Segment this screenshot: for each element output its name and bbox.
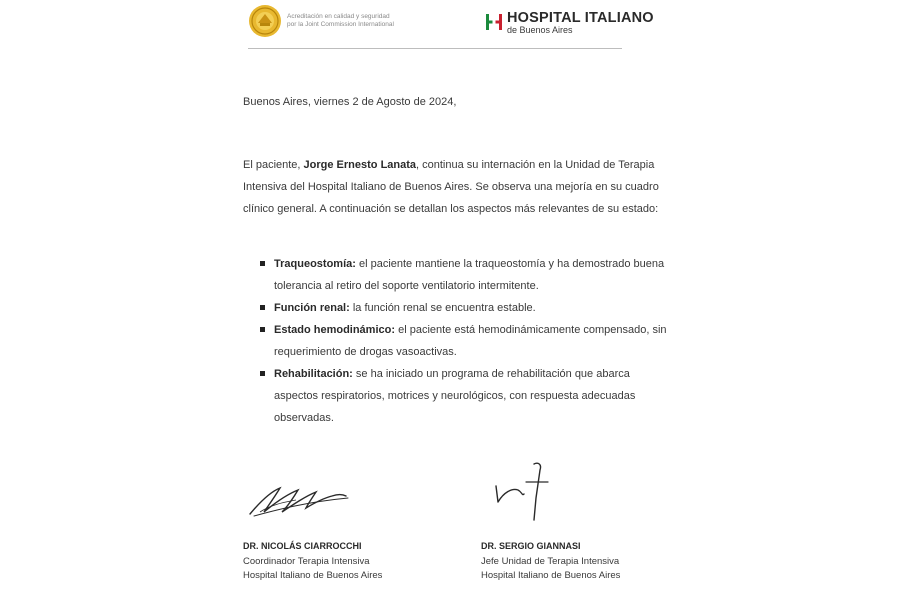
- list-item: Traqueostomía: el paciente mantiene la traqueostomía y ha demostrado buena tolerancia al retiro del soporte ventilatorio intermitente.: [260, 253, 670, 297]
- patient-name: Jorge Ernesto Lanata: [303, 159, 417, 171]
- hospital-name: HOSPITAL ITALIANO: [507, 10, 654, 26]
- signer-role: Jefe Unidad de Terapia Intensiva: [481, 556, 620, 567]
- signer-institution: Hospital Italiano de Buenos Aires: [243, 570, 383, 581]
- status-list: [260, 253, 670, 429]
- signer-name: DR. NICOLÁS CIARROCCHI: [243, 541, 362, 551]
- bullet-icon: [260, 327, 265, 332]
- signature-image: [246, 472, 352, 522]
- bullet-icon: [260, 261, 265, 266]
- bullet-icon: [260, 305, 265, 310]
- list-item: Estado hemodinámico: el paciente está hemodinámicamente compensado, sin requerimiento de drogas vasoactivas.: [260, 319, 670, 363]
- hospital-subtitle: de Buenos Aires: [507, 25, 573, 35]
- signer-institution: Hospital Italiano de Buenos Aires: [481, 570, 621, 581]
- signer-name: DR. SERGIO GIANNASI: [481, 541, 581, 551]
- bullet-icon: [260, 371, 265, 376]
- header-divider: [248, 48, 622, 49]
- hospital-cross-icon: [485, 12, 503, 32]
- signature-image: [488, 458, 558, 526]
- signer-role: Coordinador Terapia Intensiva: [243, 556, 370, 567]
- jci-seal-icon: [248, 4, 282, 38]
- list-item: Función renal: la función renal se encuentra estable.: [260, 297, 670, 319]
- letter-date: Buenos Aires, viernes 2 de Agosto de 2024,: [243, 96, 457, 108]
- list-item: Rehabilitación: se ha iniciado un programa de rehabilitación que abarca aspectos respiratorios, motrices y neurológicos, con respuesta adecuadas observadas.: [260, 363, 670, 429]
- intro-paragraph: El paciente, Jorge Ernesto Lanata, continua su internación en la Unidad de Terapia Intensiva del Hospital Italiano de Buenos Aires. Se observa una mejoría en su cuadro clínico general. A continuación se detallan los aspectos más relevantes de su estado:: [243, 159, 659, 215]
- accreditation-text: Acreditación en calidad y seguridad por la Joint Commission International: [287, 13, 394, 28]
